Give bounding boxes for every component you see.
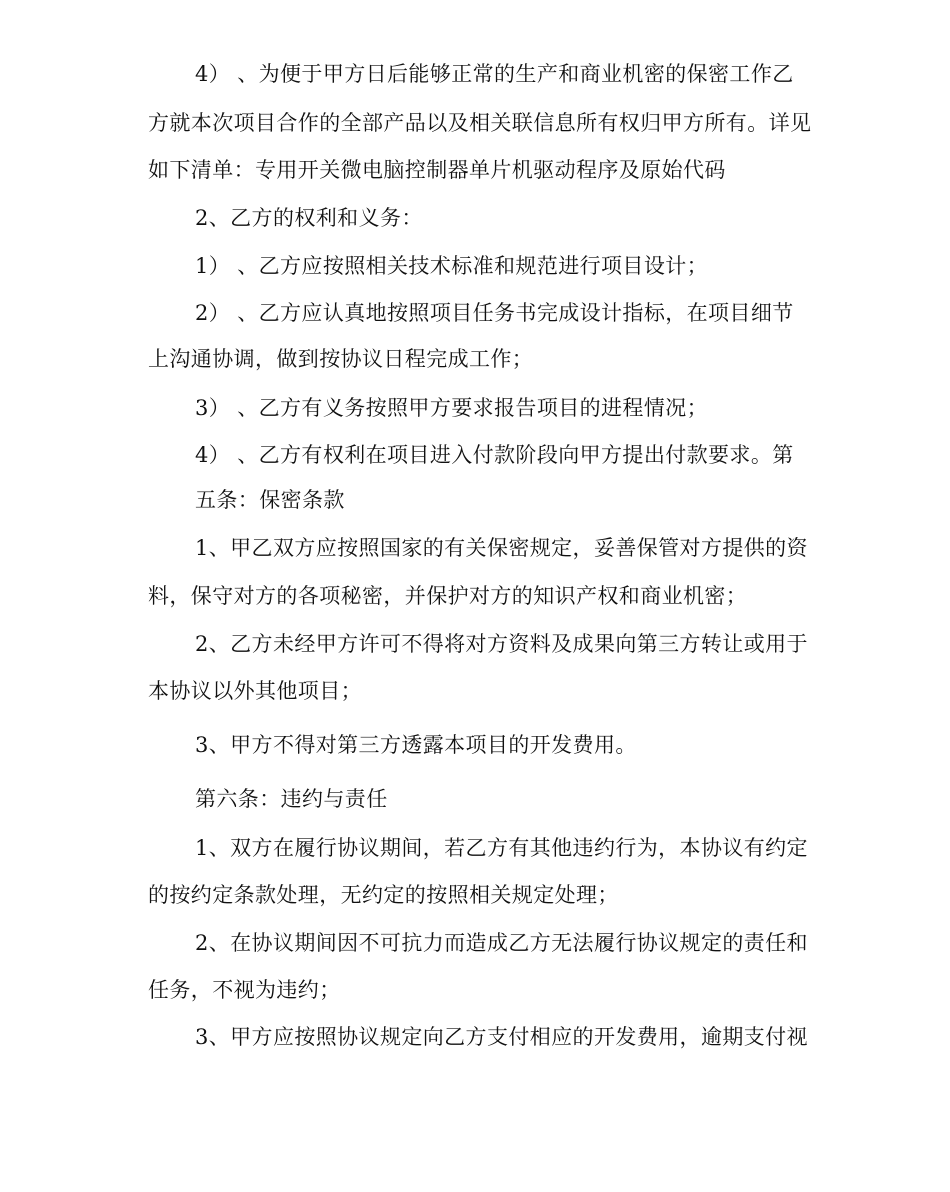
section-heading: 五条：保密条款 — [195, 488, 345, 512]
text-line: 4） 、乙方有权利在项目进入付款阶段向甲方提出付款要求。第 — [195, 443, 794, 467]
text-line: 3） 、乙方有义务按照甲方要求报告项目的进程情况； — [195, 396, 709, 420]
text-line: 如下清单：专用开关微电脑控制器单片机驱动程序及原始代码 — [148, 158, 726, 182]
text-line: 2、在协议期间因不可抗力而造成乙方无法履行协议规定的责任和 — [195, 931, 808, 955]
text-line: 1） 、乙方应按照相关技术标准和规范进行项目设计； — [195, 254, 709, 278]
text-line: 的按约定条款处理，无约定的按照相关规定处理； — [148, 883, 619, 907]
text-line: 3、甲方应按照协议规定向乙方支付相应的开发费用，逾期支付视 — [195, 1025, 808, 1049]
text-line: 本协议以外其他项目； — [148, 679, 362, 703]
section-heading: 第六条：违约与责任 — [195, 787, 388, 811]
text-line: 上沟通协调，做到按协议日程完成工作； — [148, 347, 534, 371]
text-line: 2） 、乙方应认真地按照项目任务书完成设计指标，在项目细节 — [195, 301, 794, 325]
text-line: 3、甲方不得对第三方透露本项目的开发费用。 — [195, 733, 637, 757]
text-line: 方就本次项目合作的全部产品以及相关联信息所有权归甲方所有。详见 — [148, 111, 812, 135]
text-line: 料，保守对方的各项秘密，并保护对方的知识产权和商业机密； — [148, 584, 748, 608]
text-line: 4） 、为便于甲方日后能够正常的生产和商业机密的保密工作乙 — [195, 62, 794, 86]
section-heading: 2、乙方的权利和义务： — [195, 206, 423, 230]
text-line: 1、双方在履行协议期间，若乙方有其他违约行为，本协议有约定 — [195, 836, 808, 860]
text-line: 任务，不视为违约； — [148, 978, 341, 1002]
text-line: 1、甲乙双方应按照国家的有关保密规定，妥善保管对方提供的资 — [195, 536, 808, 560]
text-line: 2、乙方未经甲方许可不得将对方资料及成果向第三方转让或用于 — [195, 632, 808, 656]
